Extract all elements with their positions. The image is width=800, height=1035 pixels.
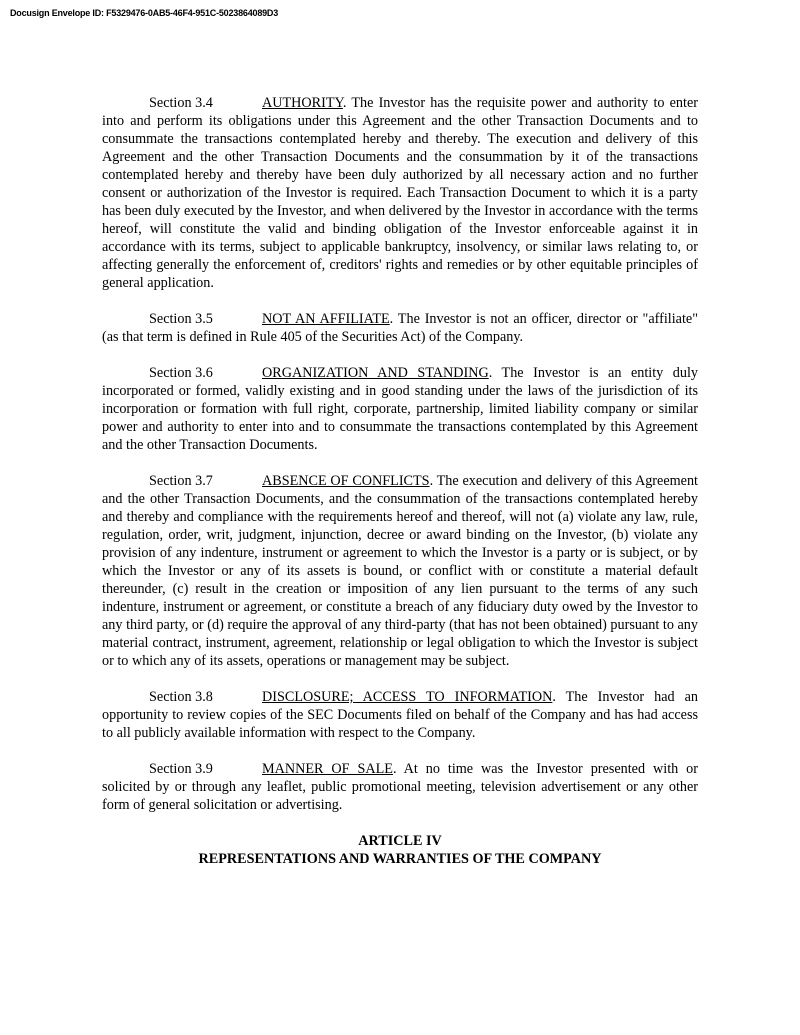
section-text: . The Investor has the requisite power and authority to enter into and perform its obligations under this Agreement and the other Transaction Documents and to consummate the transactions contemplated hereby and thereby. The execution and delivery of this Agreement and the other Transaction Documents and the consummation by it of the transactions contemplated hereby and thereby have been duly authorized by all necessary action and no further consent or authorization of the Investor is required. Each Transaction Document to which it is a party has been duly executed by the Investor, and when delivered by the Investor in accordance with the terms hereof, will constitute the valid and binding obligation of the Investor enforceable against it in accordance with its terms, subject to applicable bankruptcy, insolvency, or similar laws relating to, or affecting generally the enforcement of, creditors' rights and remedies or by other equitable principles of general application. [102,95,698,291]
section-heading: MANNER OF SALE [262,761,393,777]
section-text: . The Investor is not an officer, director or "affiliate" (as that term is defined in Rule 405 of the Securities Act) of the Company. [102,311,698,345]
section-heading: AUTHORITY [262,95,343,111]
section-heading: ABSENCE OF CONFLICTS [262,473,430,489]
section-text: . The Investor had an opportunity to review copies of the SEC Documents filed on behalf of the Company and has had access to all publicly available information with respect to the Company. [102,689,698,741]
section-number: Section 3.9 [149,761,213,777]
document-body [102,94,698,868]
section-text: . The execution and delivery of this Agreement and the other Transaction Documents, and the consummation of the transactions contemplated hereby and thereby and compliance with the requirements hereof and thereof, will not (a) violate any law, rule, regulation, order, writ, judgment, injunction, decree or award binding on the Investor, (b) violate any provision of any indenture, instrument or agreement to which the Investor is a party or is subject, or by which the Investor or any of its assets is bound, or conflict with or constitute a material default thereunder, (c) result in the creation or imposition of any lien pursuant to the terms of any such indenture, instrument or agreement, or constitute a breach of any fiduciary duty owed by the Investor to any third party, or (d) require the approval of any third-party (that has not been obtained) pursuant to any material contract, instrument, agreement, relationship or legal obligation to which the Investor is subject or to which any of its assets, operations or management may be subject. [102,473,698,669]
section-heading: NOT AN AFFILIATE [262,311,390,327]
section-3-6 [102,364,698,454]
section-text: . At no time was the Investor presented with or solicited by or through any leaflet, public promotional meeting, television advertisement or any other form of general solicitation or advertising. [102,761,698,813]
section-number: Section 3.5 [149,311,213,327]
article-heading [102,832,698,868]
section-number: Section 3.4 [149,95,213,111]
section-text: . The Investor is an entity duly incorporated or formed, validly existing and in good standing under the laws of the jurisdiction of its incorporation or formation with full right, corporate, partnership, limited liability company or similar power and authority to enter into and to consummate the transactions contemplated by this Agreement and the other Transaction Documents. [102,365,698,453]
section-number: Section 3.7 [149,473,213,489]
section-number: Section 3.8 [149,689,213,705]
section-heading: ORGANIZATION AND STANDING [262,365,489,381]
article-title: REPRESENTATIONS AND WARRANTIES OF THE COMPANY [198,851,602,867]
section-heading: DISCLOSURE; ACCESS TO INFORMATION [262,689,553,705]
section-number: Section 3.6 [149,365,213,381]
section-3-8 [102,688,698,742]
article-number: ARTICLE IV [358,833,442,849]
envelope-id: Docusign Envelope ID: F5329476-0AB5-46F4-951C-5023864089D3 [10,8,279,18]
section-3-9 [102,760,698,814]
section-3-4 [102,94,698,292]
section-3-5 [102,310,698,346]
section-3-7 [102,472,698,670]
